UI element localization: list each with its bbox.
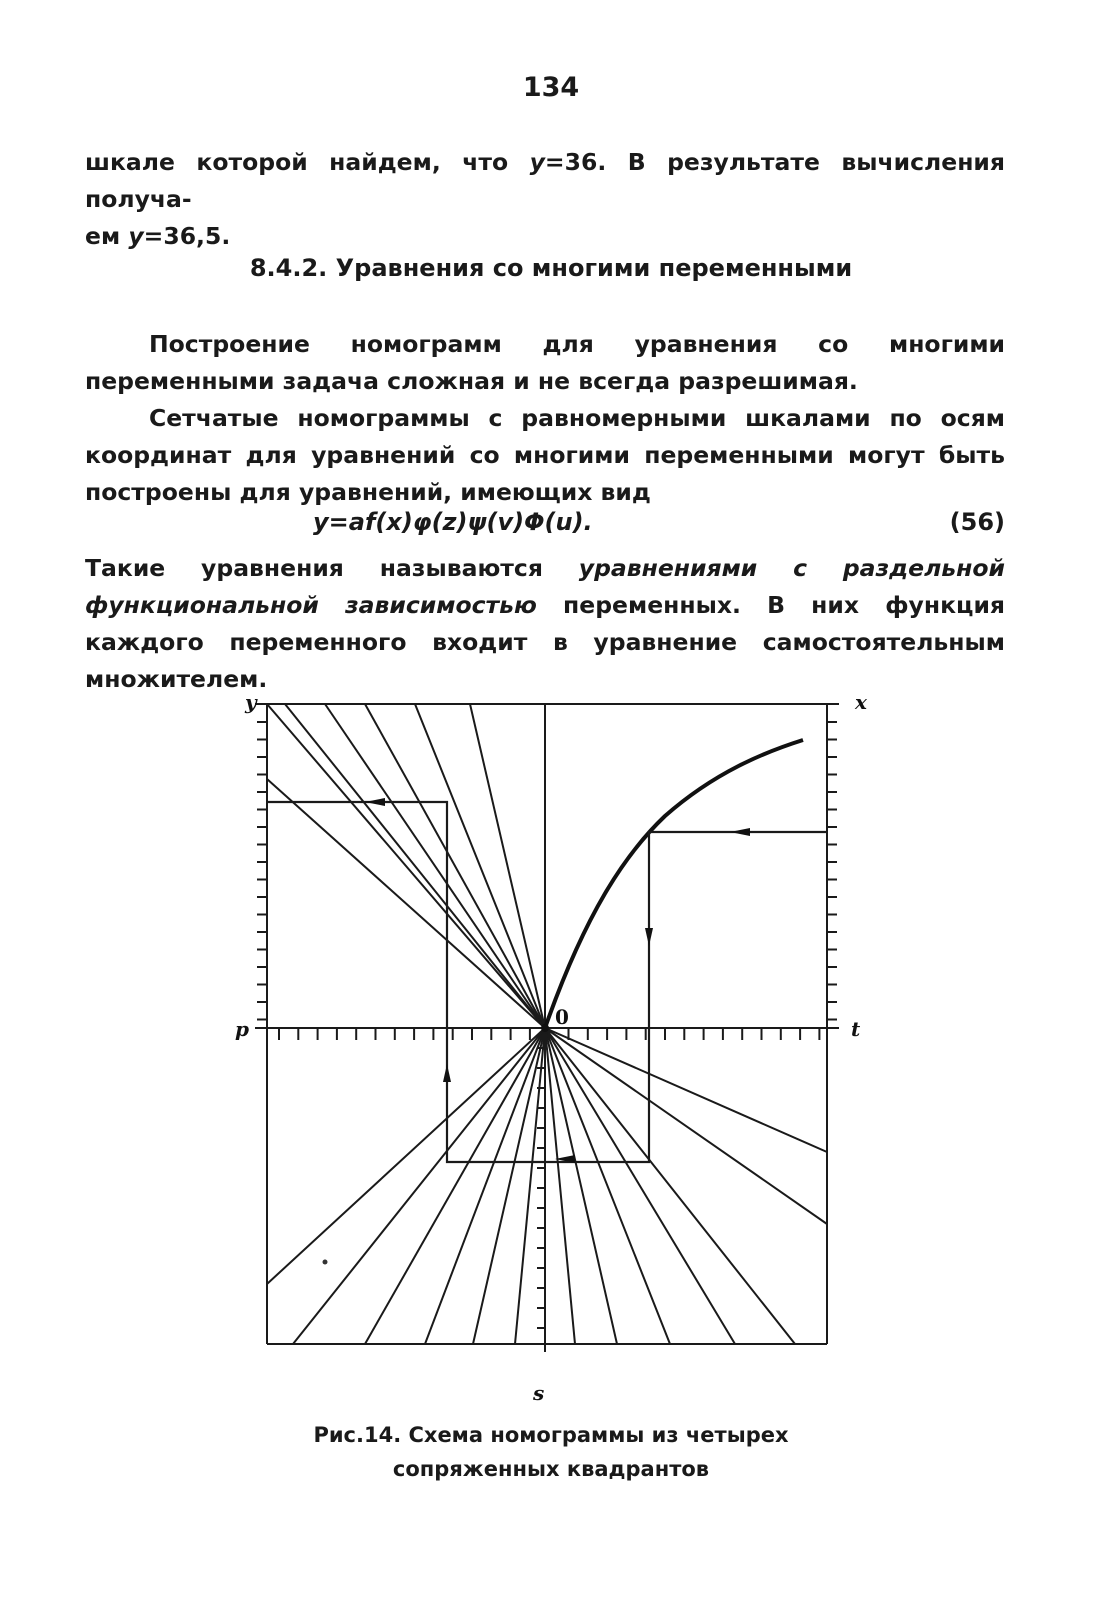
text: шкале которой найдем, что [85, 148, 530, 176]
paragraph-line [85, 144, 1005, 218]
ray-lower [267, 1028, 545, 1284]
paragraph-line [85, 218, 1005, 255]
function-curve [545, 740, 803, 1028]
arrow-left [730, 828, 750, 836]
label-x: x [855, 690, 867, 714]
text: =36,5. [143, 222, 231, 250]
text: ем [85, 222, 129, 250]
paragraph-nomograms: Сетчатые номограммы с равномерными шкалами по осям координат для уравнений со многими переменными могут быть построены для уравнений, имеющих вид [85, 404, 1005, 506]
caption-line-1: Рис.14. Схема номограммы из четырех [313, 1423, 789, 1447]
ray-lower [545, 1028, 827, 1224]
ray-upper-left [267, 704, 545, 1028]
ray-upper-left [267, 779, 545, 1028]
ray-lower [473, 1028, 545, 1344]
ray-upper-left [285, 704, 545, 1028]
paragraph-intro: Построение номограмм для уравнения со многими переменными задача сложная и не всегда разрешимая. [85, 330, 1005, 395]
paragraph-continuation [85, 144, 1005, 255]
label-y: y [245, 690, 257, 714]
text: Такие уравнения называются [85, 554, 579, 582]
ray-lower [425, 1028, 545, 1344]
ray-lower [515, 1028, 545, 1344]
label-s: s [533, 1381, 545, 1404]
ray-lower [365, 1028, 545, 1344]
figure-caption [0, 1418, 1102, 1486]
emphasis-term: уравнениями с раздельной функциональной зависимостью [85, 554, 1005, 619]
ray-lower [293, 1028, 545, 1344]
ray-lower [545, 1028, 735, 1344]
arrow-up [443, 1064, 451, 1082]
variable: y [128, 222, 144, 250]
arrow-left [365, 798, 385, 806]
text: переменных. В них функция каждого переменного входит в уравнение самостоятельным множителем. [85, 591, 1005, 693]
equation-number: (56) [949, 508, 1005, 536]
label-origin: 0 [555, 1005, 569, 1029]
origin-point [541, 1024, 549, 1032]
stray-dot [323, 1260, 328, 1265]
equation-expression: y=af(x)φ(z)ψ(v)Φ(u). [313, 508, 593, 536]
curve-f [545, 740, 803, 1028]
nomogram-figure [225, 684, 875, 1404]
label-t: t [851, 1017, 861, 1041]
arrow-down [645, 928, 653, 946]
key-line-right [649, 832, 827, 1028]
text: =36. В результате вычисления получа- [85, 148, 1005, 213]
ray-lower [545, 1028, 575, 1344]
key-line-bottom [447, 1028, 649, 1162]
page-number: 134 [522, 72, 580, 103]
section-heading: 8.4.2. Уравнения со многими переменными [249, 254, 853, 282]
ray-lower [545, 1028, 795, 1344]
caption-line-2: сопряженных квадрантов [392, 1457, 710, 1481]
paragraph-definition [85, 550, 1005, 698]
variable: y [529, 148, 545, 176]
ray-lower [545, 1028, 617, 1344]
ray-upper-left [470, 704, 545, 1028]
label-p: p [235, 1017, 249, 1041]
nomogram-diagram [225, 684, 875, 1404]
ray-upper-left [365, 704, 545, 1028]
